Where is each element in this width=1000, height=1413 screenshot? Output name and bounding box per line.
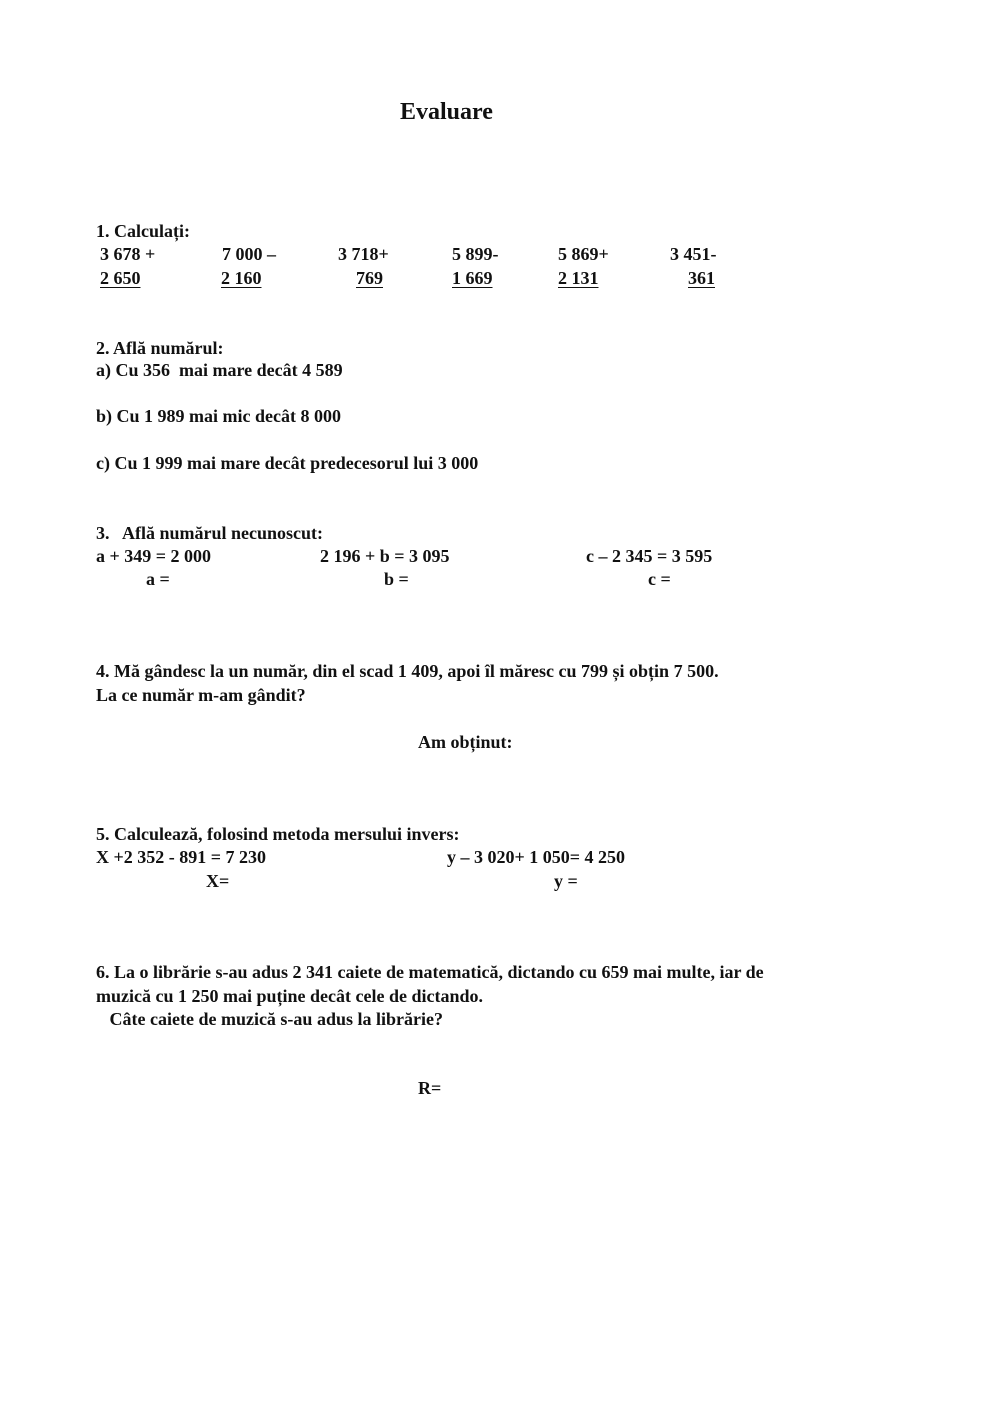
q3-eq-a: a + 349 = 2 000 [96,546,212,566]
q1-op6-bottom: 361 [688,268,715,288]
q1-op5-top: 5 869+ [558,244,609,264]
q1-op2-bottom: 2 160 [221,268,262,288]
page-title: Evaluare [400,99,493,125]
q5-answer-x: X= [206,871,230,891]
q1-op3-top: 3 718+ [338,244,389,264]
q1-op2-top: 7 000 – [222,244,276,264]
q1-op4-bottom: 1 669 [452,268,493,288]
q5-heading: 5. Calculează, folosind metoda mersului invers: [96,824,460,844]
q4-line1: 4. Mă gândesc la un număr, din el scad 1 409, apoi îl măresc cu 799 și obțin 7 500. [96,661,719,681]
q6-line3: Câte caiete de muzică s-au adus la librărie? [96,1009,443,1029]
q1-op1-bottom: 2 650 [100,268,141,288]
q1-heading: 1. Calculați: [96,221,190,241]
q1-op5-bottom: 2 131 [558,268,599,288]
q6-line2: muzică cu 1 250 mai puține decât cele de dictando. [96,986,483,1006]
q3-answer-c: c = [648,569,671,589]
q3-eq-c: c – 2 345 = 3 595 [586,546,713,566]
q3-heading: 3. Află numărul necunoscut: [96,523,324,543]
q5-answer-y: y = [554,871,578,891]
q2-item-a: a) Cu 356 mai mare decât 4 589 [96,360,343,380]
q1-op3-bottom: 769 [356,268,383,288]
q5-eq-x: X +2 352 - 891 = 7 230 [96,847,267,867]
q5-eq-y: y – 3 020+ 1 050= 4 250 [447,847,626,867]
q2-item-c: c) Cu 1 999 mai mare decât predecesorul lui 3 000 [96,453,479,473]
q1-op4-top: 5 899- [452,244,499,264]
q4-answer-label: Am obținut: [418,732,513,752]
q3-eq-b: 2 196 + b = 3 095 [320,546,450,566]
q3-answer-b: b = [384,569,409,589]
q2-item-b: b) Cu 1 989 mai mic decât 8 000 [96,406,341,426]
q6-line1: 6. La o librărie s-au adus 2 341 caiete de matematică, dictando cu 659 mai multe, iar de [96,962,764,982]
q4-line2: La ce număr m-am gândit? [96,685,306,705]
q6-answer-label: R= [418,1078,442,1098]
q1-op6-top: 3 451- [670,244,717,264]
q3-answer-a: a = [146,569,170,589]
q2-heading: 2. Află numărul: [96,338,224,358]
q1-op1-top: 3 678 + [100,244,156,264]
